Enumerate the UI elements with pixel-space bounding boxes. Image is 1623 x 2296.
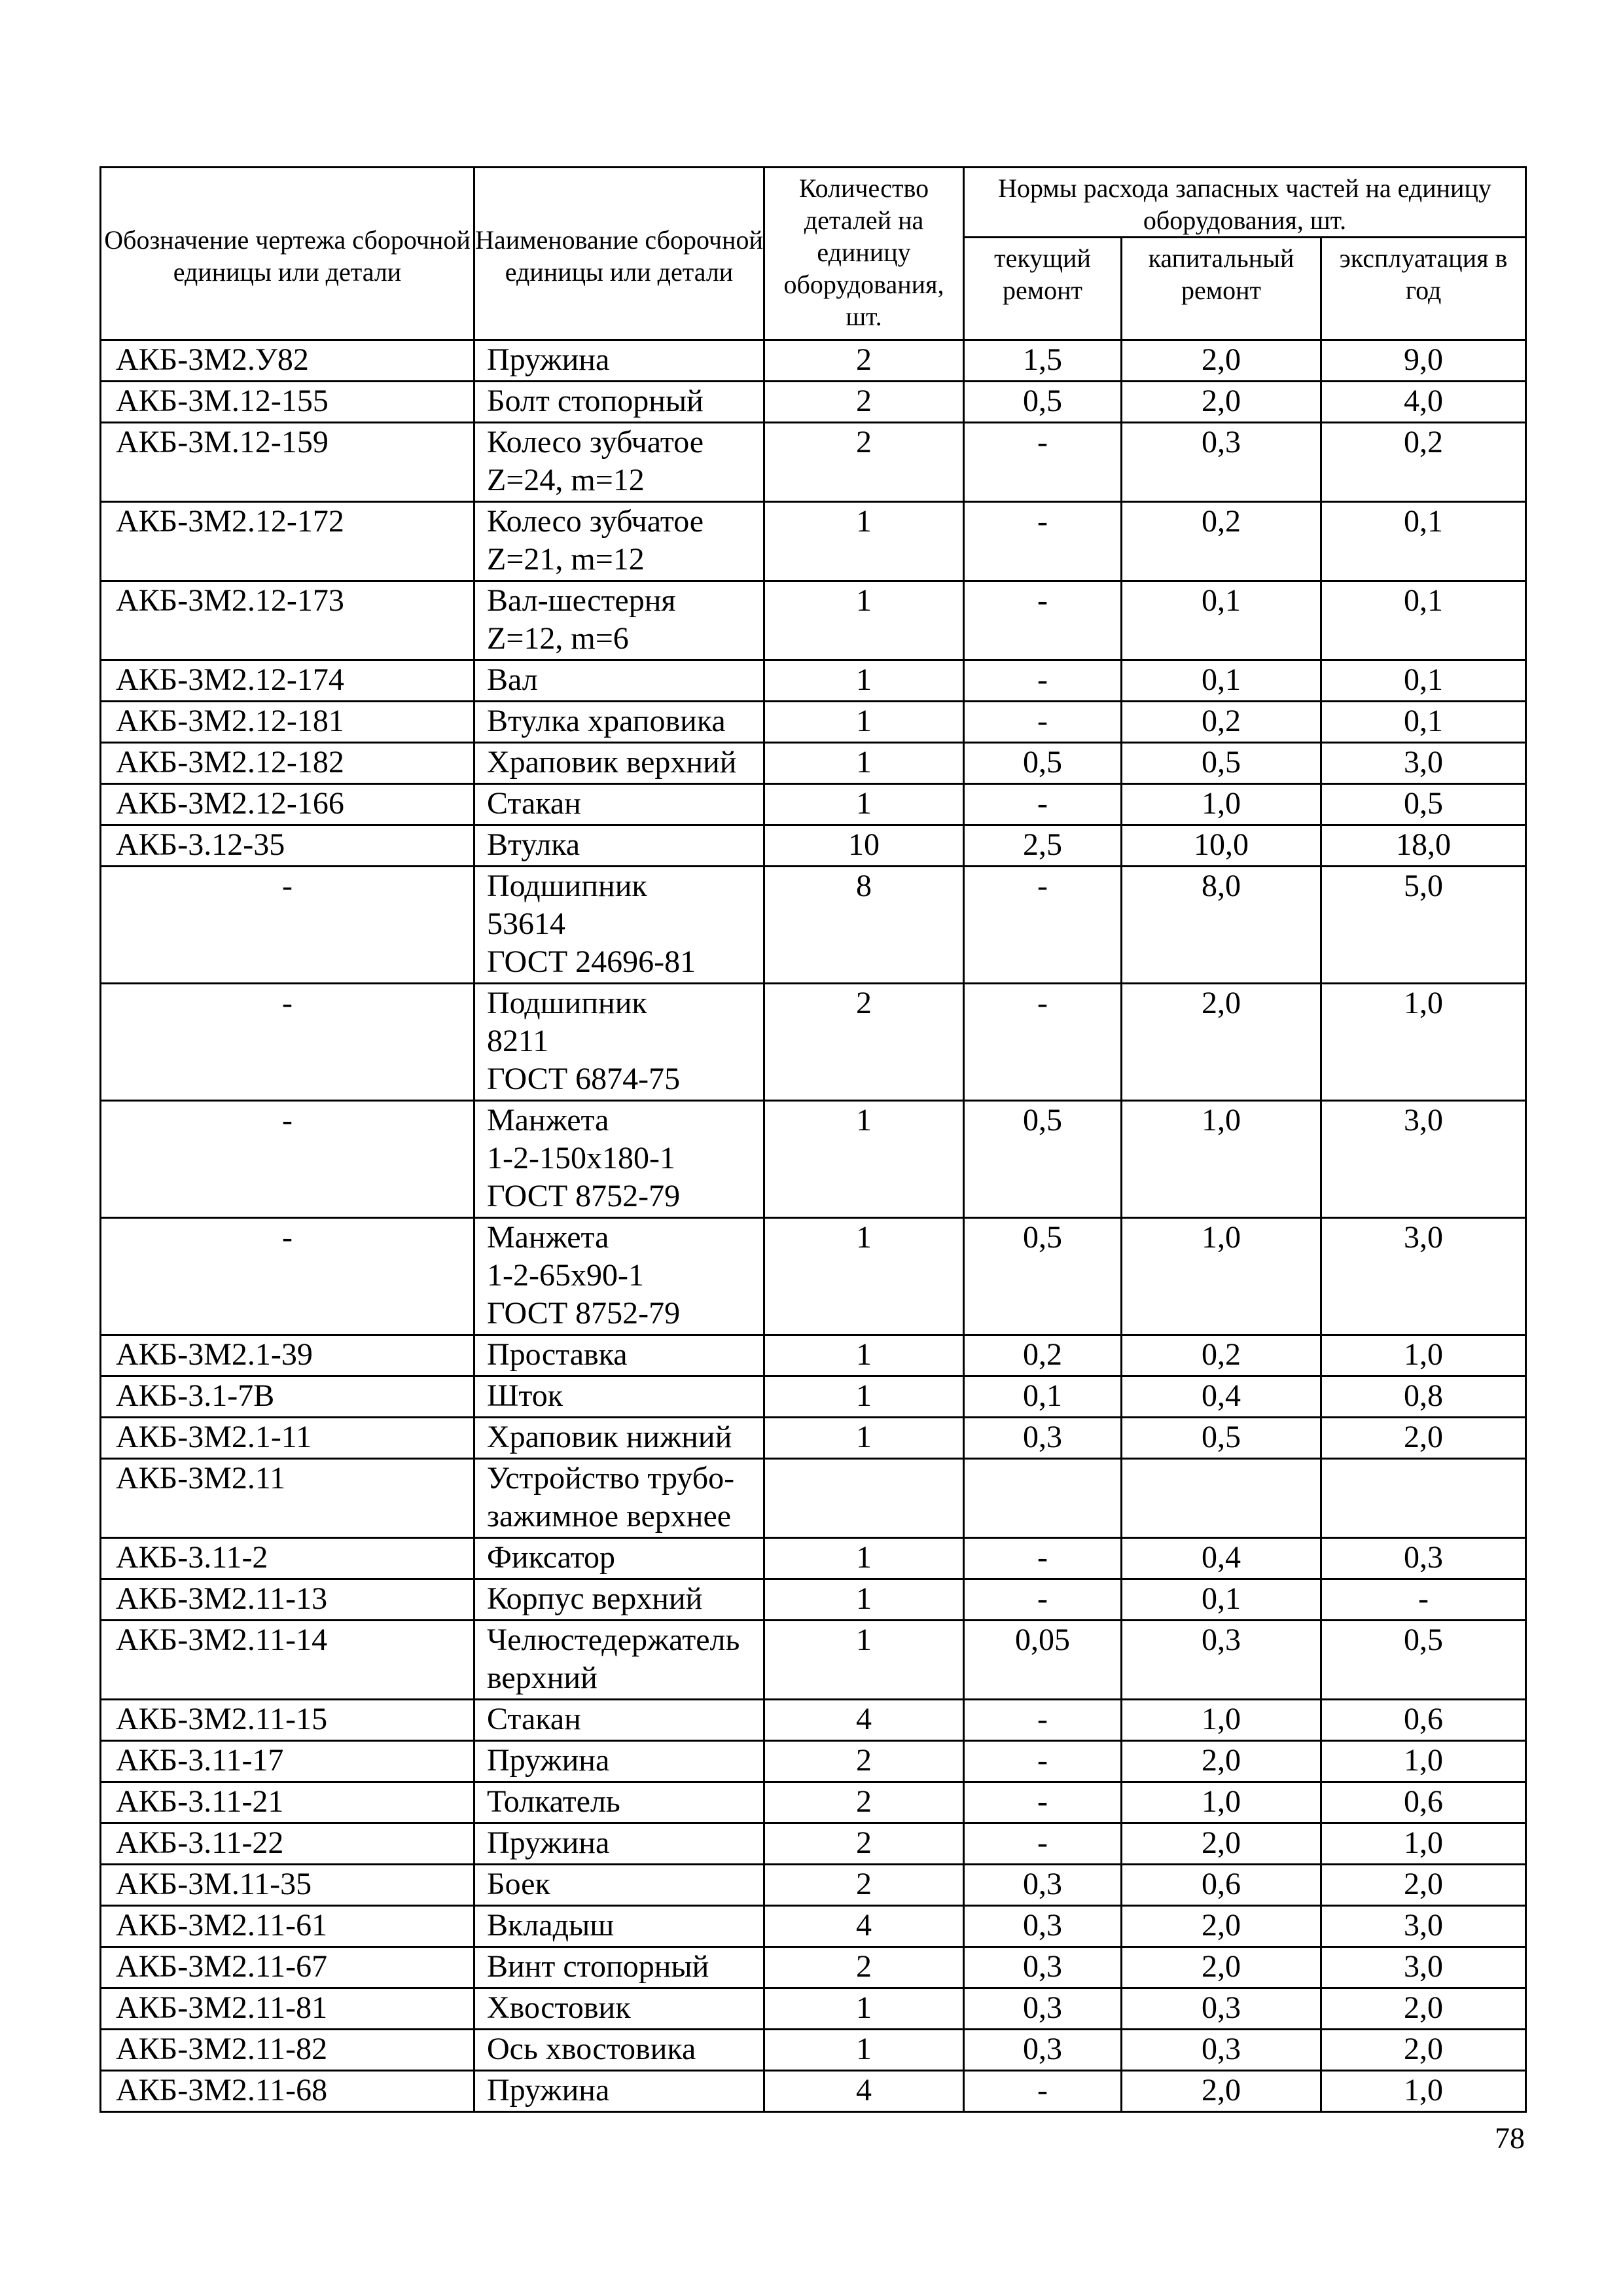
table-row xyxy=(101,1418,1526,1459)
cell-yearly-operation: 4,0 xyxy=(1321,382,1526,423)
cell-item-name: Вал-шестерня Z=12, m=6 xyxy=(474,581,764,660)
spare-parts-table xyxy=(99,166,1527,2113)
cell-item-name: Ось хвостовика xyxy=(474,2030,764,2071)
table-row xyxy=(101,340,1526,382)
cell-capital-repair: 2,0 xyxy=(1122,1906,1321,1947)
table-row xyxy=(101,1579,1526,1621)
cell-item-name: Втулка xyxy=(474,825,764,867)
table-row xyxy=(101,1988,1526,2030)
cell-current-repair: 0,3 xyxy=(964,1418,1122,1459)
cell-quantity: 1 xyxy=(764,1101,964,1218)
cell-item-name: Проставка xyxy=(474,1335,764,1376)
header-capital-repair: капитальный ремонт xyxy=(1122,238,1321,340)
cell-capital-repair: 2,0 xyxy=(1122,984,1321,1101)
cell-item-name: Манжета 1-2-150x180-1 ГОСТ 8752-79 xyxy=(474,1101,764,1218)
cell-current-repair: - xyxy=(964,984,1122,1101)
cell-current-repair: 0,3 xyxy=(964,2030,1122,2071)
cell-item-name: Фиксатор xyxy=(474,1538,764,1579)
table-row xyxy=(101,984,1526,1101)
table-row xyxy=(101,1906,1526,1947)
table-row xyxy=(101,423,1526,502)
cell-quantity: 1 xyxy=(764,1418,964,1459)
table-row xyxy=(101,2030,1526,2071)
cell-item-name: Пружина xyxy=(474,340,764,382)
cell-capital-repair: 2,0 xyxy=(1122,2071,1321,2112)
cell-item-name: Вкладыш xyxy=(474,1906,764,1947)
cell-yearly-operation: 0,1 xyxy=(1321,702,1526,743)
header-quantity: Количество деталей на единицу оборудования, шт. xyxy=(764,168,964,340)
cell-drawing-code: - xyxy=(101,1218,474,1335)
header-current-repair: текущий ремонт xyxy=(964,238,1122,340)
cell-item-name: Челюстедержатель верхний xyxy=(474,1621,764,1700)
cell-quantity: 1 xyxy=(764,1218,964,1335)
cell-capital-repair: 0,4 xyxy=(1122,1376,1321,1418)
cell-quantity: 10 xyxy=(764,825,964,867)
cell-drawing-code: АКБ-3М2.12-173 xyxy=(101,581,474,660)
cell-item-name: Стакан xyxy=(474,784,764,825)
cell-quantity: 2 xyxy=(764,1782,964,1823)
cell-item-name: Пружина xyxy=(474,1823,764,1865)
cell-yearly-operation: 0,1 xyxy=(1321,581,1526,660)
cell-drawing-code: АКБ-3М2.11-14 xyxy=(101,1621,474,1700)
table-row xyxy=(101,1621,1526,1700)
cell-capital-repair xyxy=(1122,1459,1321,1538)
cell-quantity: 1 xyxy=(764,702,964,743)
table-row xyxy=(101,784,1526,825)
cell-quantity: 1 xyxy=(764,784,964,825)
cell-drawing-code: АКБ-3М2.12-182 xyxy=(101,743,474,784)
table-row xyxy=(101,1823,1526,1865)
cell-yearly-operation: 3,0 xyxy=(1321,1947,1526,1988)
cell-drawing-code: АКБ-3.12-35 xyxy=(101,825,474,867)
cell-capital-repair: 1,0 xyxy=(1122,1101,1321,1218)
header-drawing-designation: Обозначение чертежа сборочной единицы или детали xyxy=(101,168,474,340)
table-row xyxy=(101,1101,1526,1218)
table-row xyxy=(101,502,1526,581)
cell-drawing-code: АКБ-3М2.11-81 xyxy=(101,1988,474,2030)
cell-item-name: Шток xyxy=(474,1376,764,1418)
cell-capital-repair: 0,1 xyxy=(1122,660,1321,702)
cell-capital-repair: 0,3 xyxy=(1122,1621,1321,1700)
cell-yearly-operation: 0,5 xyxy=(1321,1621,1526,1700)
cell-drawing-code: АКБ-3М.11-35 xyxy=(101,1865,474,1906)
cell-current-repair: - xyxy=(964,702,1122,743)
cell-item-name: Корпус верхний xyxy=(474,1579,764,1621)
cell-drawing-code: АКБ-3.11-17 xyxy=(101,1741,474,1782)
cell-current-repair: 0,1 xyxy=(964,1376,1122,1418)
cell-quantity: 1 xyxy=(764,1376,964,1418)
cell-quantity: 1 xyxy=(764,1335,964,1376)
cell-capital-repair: 0,5 xyxy=(1122,1418,1321,1459)
table-row xyxy=(101,702,1526,743)
table-row xyxy=(101,1376,1526,1418)
cell-yearly-operation: 2,0 xyxy=(1321,2030,1526,2071)
cell-drawing-code: АКБ-3М2.11-13 xyxy=(101,1579,474,1621)
cell-item-name: Болт стопорный xyxy=(474,382,764,423)
cell-current-repair: 0,3 xyxy=(964,1906,1122,1947)
cell-quantity: 1 xyxy=(764,1621,964,1700)
cell-item-name: Пружина xyxy=(474,2071,764,2112)
cell-quantity: 2 xyxy=(764,1823,964,1865)
cell-current-repair: - xyxy=(964,1823,1122,1865)
cell-quantity: 1 xyxy=(764,743,964,784)
cell-current-repair: 0,05 xyxy=(964,1621,1122,1700)
table-row xyxy=(101,1782,1526,1823)
cell-capital-repair: 1,0 xyxy=(1122,1700,1321,1741)
cell-capital-repair: 0,4 xyxy=(1122,1538,1321,1579)
cell-current-repair: 0,5 xyxy=(964,1101,1122,1218)
cell-capital-repair: 0,1 xyxy=(1122,581,1321,660)
cell-quantity: 2 xyxy=(764,1741,964,1782)
cell-yearly-operation: 3,0 xyxy=(1321,1101,1526,1218)
cell-drawing-code: АКБ-3М.12-159 xyxy=(101,423,474,502)
header-yearly-operation: эксплуатация в год xyxy=(1321,238,1526,340)
cell-drawing-code: АКБ-3.11-2 xyxy=(101,1538,474,1579)
cell-item-name: Устройство трубо- зажимное верхнее xyxy=(474,1459,764,1538)
cell-capital-repair: 0,2 xyxy=(1122,1335,1321,1376)
cell-yearly-operation: 2,0 xyxy=(1321,1988,1526,2030)
cell-drawing-code: АКБ-3.11-22 xyxy=(101,1823,474,1865)
table-row xyxy=(101,1538,1526,1579)
table-row xyxy=(101,743,1526,784)
cell-item-name: Манжета 1-2-65x90-1 ГОСТ 8752-79 xyxy=(474,1218,764,1335)
cell-quantity: 1 xyxy=(764,1579,964,1621)
table-row xyxy=(101,1218,1526,1335)
cell-current-repair: 0,3 xyxy=(964,1988,1122,2030)
table-row xyxy=(101,382,1526,423)
cell-quantity: 1 xyxy=(764,660,964,702)
cell-current-repair xyxy=(964,1459,1122,1538)
cell-quantity: 4 xyxy=(764,2071,964,2112)
cell-yearly-operation: 18,0 xyxy=(1321,825,1526,867)
table-header xyxy=(101,168,1526,340)
cell-item-name: Храповик верхний xyxy=(474,743,764,784)
cell-quantity: 1 xyxy=(764,581,964,660)
cell-drawing-code: АКБ-3.1-7В xyxy=(101,1376,474,1418)
cell-yearly-operation: 0,2 xyxy=(1321,423,1526,502)
cell-item-name: Подшипник 53614 ГОСТ 24696-81 xyxy=(474,867,764,984)
cell-yearly-operation: 0,3 xyxy=(1321,1538,1526,1579)
cell-yearly-operation: 3,0 xyxy=(1321,1906,1526,1947)
cell-yearly-operation: 1,0 xyxy=(1321,984,1526,1101)
cell-drawing-code: - xyxy=(101,984,474,1101)
cell-current-repair: 0,5 xyxy=(964,382,1122,423)
cell-drawing-code: АКБ-3М2.12-166 xyxy=(101,784,474,825)
cell-current-repair: 0,2 xyxy=(964,1335,1122,1376)
cell-item-name: Втулка храповика xyxy=(474,702,764,743)
cell-capital-repair: 0,6 xyxy=(1122,1865,1321,1906)
cell-yearly-operation: 0,5 xyxy=(1321,784,1526,825)
cell-capital-repair: 0,3 xyxy=(1122,1988,1321,2030)
cell-capital-repair: 8,0 xyxy=(1122,867,1321,984)
cell-capital-repair: 0,2 xyxy=(1122,702,1321,743)
cell-quantity: 4 xyxy=(764,1700,964,1741)
cell-current-repair: - xyxy=(964,1741,1122,1782)
cell-quantity: 4 xyxy=(764,1906,964,1947)
cell-item-name: Подшипник 8211 ГОСТ 6874-75 xyxy=(474,984,764,1101)
cell-item-name: Толкатель xyxy=(474,1782,764,1823)
cell-current-repair: - xyxy=(964,1782,1122,1823)
cell-capital-repair: 0,3 xyxy=(1122,423,1321,502)
cell-current-repair: - xyxy=(964,2071,1122,2112)
cell-capital-repair: 2,0 xyxy=(1122,340,1321,382)
cell-item-name: Колесо зубчатое Z=21, m=12 xyxy=(474,502,764,581)
cell-yearly-operation: 0,6 xyxy=(1321,1782,1526,1823)
cell-current-repair: - xyxy=(964,423,1122,502)
cell-yearly-operation: 0,1 xyxy=(1321,660,1526,702)
cell-capital-repair: 2,0 xyxy=(1122,1947,1321,1988)
table-row xyxy=(101,1741,1526,1782)
table-body xyxy=(101,340,1526,2112)
table-row xyxy=(101,581,1526,660)
table-row xyxy=(101,1700,1526,1741)
table-row xyxy=(101,1865,1526,1906)
cell-yearly-operation: 2,0 xyxy=(1321,1865,1526,1906)
cell-yearly-operation: 3,0 xyxy=(1321,743,1526,784)
cell-drawing-code: АКБ-3М.12-155 xyxy=(101,382,474,423)
cell-current-repair: 0,3 xyxy=(964,1865,1122,1906)
cell-item-name: Храповик нижний xyxy=(474,1418,764,1459)
cell-current-repair: 0,5 xyxy=(964,1218,1122,1335)
cell-capital-repair: 2,0 xyxy=(1122,382,1321,423)
cell-quantity: 1 xyxy=(764,1538,964,1579)
cell-drawing-code: АКБ-3М2.11-68 xyxy=(101,2071,474,2112)
cell-yearly-operation: 1,0 xyxy=(1321,2071,1526,2112)
cell-quantity xyxy=(764,1459,964,1538)
cell-yearly-operation: 3,0 xyxy=(1321,1218,1526,1335)
cell-yearly-operation: 1,0 xyxy=(1321,1741,1526,1782)
cell-yearly-operation: 9,0 xyxy=(1321,340,1526,382)
cell-capital-repair: 1,0 xyxy=(1122,1218,1321,1335)
cell-item-name: Вал xyxy=(474,660,764,702)
cell-yearly-operation: 0,1 xyxy=(1321,502,1526,581)
cell-yearly-operation xyxy=(1321,1459,1526,1538)
cell-yearly-operation: 5,0 xyxy=(1321,867,1526,984)
cell-quantity: 8 xyxy=(764,867,964,984)
cell-drawing-code: АКБ-3М2.11-82 xyxy=(101,2030,474,2071)
cell-capital-repair: 2,0 xyxy=(1122,1741,1321,1782)
cell-item-name: Колесо зубчатое Z=24, m=12 xyxy=(474,423,764,502)
cell-yearly-operation: 0,6 xyxy=(1321,1700,1526,1741)
cell-capital-repair: 0,3 xyxy=(1122,2030,1321,2071)
cell-drawing-code: АКБ-3М2.11-61 xyxy=(101,1906,474,1947)
cell-drawing-code: АКБ-3М2.1-39 xyxy=(101,1335,474,1376)
table-row xyxy=(101,1947,1526,1988)
table-row xyxy=(101,1335,1526,1376)
cell-capital-repair: 1,0 xyxy=(1122,784,1321,825)
cell-capital-repair: 10,0 xyxy=(1122,825,1321,867)
cell-yearly-operation: - xyxy=(1321,1579,1526,1621)
header-item-name: Наименование сборочной единицы или детали xyxy=(474,168,764,340)
cell-current-repair: 1,5 xyxy=(964,340,1122,382)
cell-drawing-code: АКБ-3М2.11 xyxy=(101,1459,474,1538)
cell-drawing-code: - xyxy=(101,1101,474,1218)
cell-capital-repair: 1,0 xyxy=(1122,1782,1321,1823)
cell-drawing-code: АКБ-3М2.12-172 xyxy=(101,502,474,581)
cell-quantity: 1 xyxy=(764,2030,964,2071)
cell-capital-repair: 2,0 xyxy=(1122,1823,1321,1865)
cell-capital-repair: 0,2 xyxy=(1122,502,1321,581)
cell-quantity: 2 xyxy=(764,340,964,382)
cell-drawing-code: - xyxy=(101,867,474,984)
cell-drawing-code: АКБ-3М2.12-181 xyxy=(101,702,474,743)
cell-item-name: Хвостовик xyxy=(474,1988,764,2030)
table-row xyxy=(101,660,1526,702)
cell-item-name: Боек xyxy=(474,1865,764,1906)
cell-item-name: Стакан xyxy=(474,1700,764,1741)
cell-drawing-code: АКБ-3.11-21 xyxy=(101,1782,474,1823)
cell-quantity: 2 xyxy=(764,423,964,502)
cell-drawing-code: АКБ-3М2.1-11 xyxy=(101,1418,474,1459)
cell-current-repair: - xyxy=(964,1700,1122,1741)
cell-current-repair: - xyxy=(964,867,1122,984)
cell-quantity: 2 xyxy=(764,1865,964,1906)
cell-item-name: Пружина xyxy=(474,1741,764,1782)
cell-quantity: 2 xyxy=(764,984,964,1101)
cell-item-name: Винт стопорный xyxy=(474,1947,764,1988)
cell-quantity: 1 xyxy=(764,1988,964,2030)
cell-current-repair: - xyxy=(964,502,1122,581)
cell-current-repair: 0,5 xyxy=(964,743,1122,784)
cell-current-repair: 2,5 xyxy=(964,825,1122,867)
cell-yearly-operation: 1,0 xyxy=(1321,1335,1526,1376)
table-row xyxy=(101,1459,1526,1538)
cell-drawing-code: АКБ-3М2.11-15 xyxy=(101,1700,474,1741)
cell-quantity: 2 xyxy=(764,1947,964,1988)
header-consumption-norms: Нормы расхода запасных частей на единицу оборудования, шт. xyxy=(964,168,1526,238)
cell-drawing-code: АКБ-3М2.11-67 xyxy=(101,1947,474,1988)
cell-current-repair: - xyxy=(964,581,1122,660)
page-number: 78 xyxy=(1495,2121,1525,2155)
cell-current-repair: - xyxy=(964,1579,1122,1621)
cell-yearly-operation: 1,0 xyxy=(1321,1823,1526,1865)
cell-capital-repair: 0,5 xyxy=(1122,743,1321,784)
cell-drawing-code: АКБ-3М2.У82 xyxy=(101,340,474,382)
cell-current-repair: - xyxy=(964,784,1122,825)
cell-current-repair: 0,3 xyxy=(964,1947,1122,1988)
table-row xyxy=(101,2071,1526,2112)
cell-drawing-code: АКБ-3М2.12-174 xyxy=(101,660,474,702)
cell-capital-repair: 0,1 xyxy=(1122,1579,1321,1621)
cell-current-repair: - xyxy=(964,660,1122,702)
table-row xyxy=(101,825,1526,867)
cell-current-repair: - xyxy=(964,1538,1122,1579)
table-row xyxy=(101,867,1526,984)
cell-yearly-operation: 2,0 xyxy=(1321,1418,1526,1459)
cell-quantity: 1 xyxy=(764,502,964,581)
cell-yearly-operation: 0,8 xyxy=(1321,1376,1526,1418)
cell-quantity: 2 xyxy=(764,382,964,423)
